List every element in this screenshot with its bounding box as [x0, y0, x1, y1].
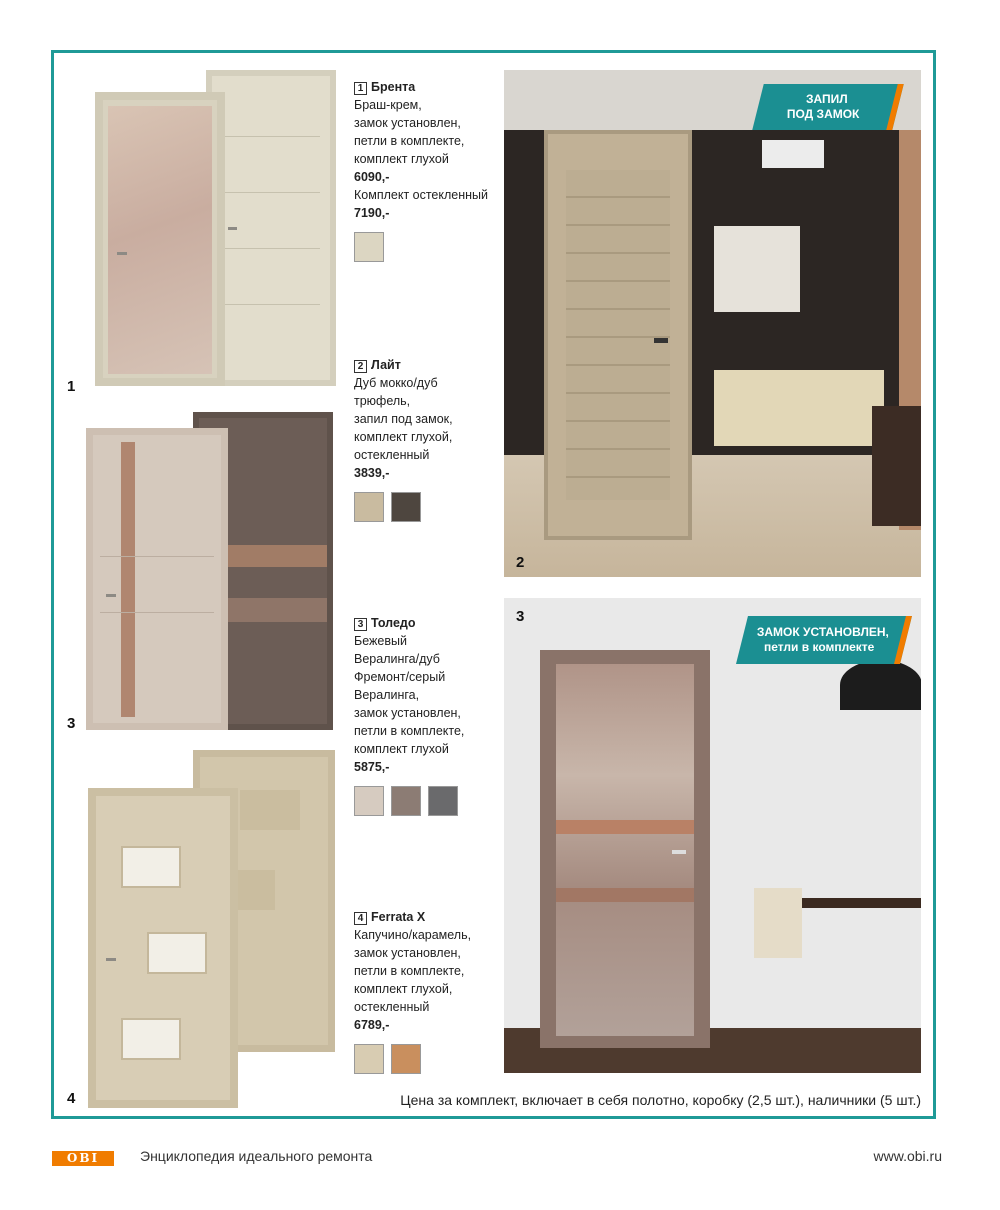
product-desc-line: Дуб мокко/дуб	[354, 376, 438, 390]
product-number-badge: 1	[354, 82, 367, 95]
product-name: Брента	[371, 80, 416, 94]
product-desc-line: замок установлен,	[354, 116, 461, 130]
product-name: Ferrata X	[371, 910, 426, 924]
color-swatch	[354, 786, 384, 816]
footer-tagline: Энциклопедия идеального ремонта	[140, 1148, 373, 1164]
product-price: 3839,-	[354, 466, 390, 480]
product-desc-line: Капучино/карамель,	[354, 928, 472, 942]
photo-label-4: 4	[67, 1090, 76, 1107]
product-desc-line: Вералинга/дуб	[354, 652, 440, 666]
photo-label-1: 1	[67, 378, 76, 395]
obi-logo: OBI	[52, 1151, 114, 1166]
color-swatches	[354, 232, 499, 262]
product-number-badge: 3	[354, 618, 367, 631]
product-price-glazed: 7190,-	[354, 206, 390, 220]
product-desc-line: запил под замок,	[354, 412, 453, 426]
product-price: 6789,-	[354, 1018, 390, 1032]
color-swatches	[354, 786, 499, 816]
product-desc-line: остекленный	[354, 1000, 430, 1014]
product-desc-line: комплект глухой,	[354, 430, 453, 444]
product-info-1	[354, 78, 499, 262]
color-swatch	[354, 1044, 384, 1074]
product-price: 6090,-	[354, 170, 390, 184]
feature-banner	[736, 616, 912, 664]
product-desc-line: Браш-крем,	[354, 98, 422, 112]
color-swatches	[354, 492, 499, 522]
banner-line: петли в комплекте	[763, 640, 875, 654]
color-swatch	[428, 786, 458, 816]
banner-line: ПОД ЗАМОК	[786, 107, 860, 121]
color-swatch	[354, 232, 384, 262]
product-desc-line: комплект глухой,	[354, 982, 453, 996]
product-desc-line: петли в комплекте,	[354, 964, 465, 978]
product-desc-line: Вералинга,	[354, 688, 420, 702]
color-swatch	[391, 1044, 421, 1074]
product-desc-line: Фремонт/серый	[354, 670, 446, 684]
product-desc-line: Комплект остекленный	[354, 188, 489, 202]
product-desc-line: петли в комплекте,	[354, 134, 465, 148]
product-desc-line: замок установлен,	[354, 946, 461, 960]
product-desc-line: замок установлен,	[354, 706, 461, 720]
color-swatch	[354, 492, 384, 522]
banner-line: ЗАПИЛ	[806, 92, 848, 106]
footer-url[interactable]: www.obi.ru	[873, 1148, 942, 1164]
color-swatch	[391, 786, 421, 816]
product-desc-line: комплект глухой	[354, 742, 449, 756]
product-info-4	[354, 908, 499, 1074]
product-name: Лайт	[371, 358, 401, 372]
product-desc-line: трюфель,	[354, 394, 411, 408]
product-desc-line: комплект глухой	[354, 152, 449, 166]
product-number-badge: 4	[354, 912, 367, 925]
interior-photo-3	[504, 598, 921, 1073]
product-name: Толедо	[371, 616, 416, 630]
product-number-badge: 2	[354, 360, 367, 373]
feature-banner	[752, 84, 903, 130]
product-info-3	[354, 614, 499, 816]
product-info-2	[354, 356, 499, 522]
color-swatch	[391, 492, 421, 522]
product-desc-line: петли в комплекте,	[354, 724, 465, 738]
photo-label-3: 3	[67, 715, 76, 732]
photo-label-room-3: 3	[516, 608, 525, 625]
product-desc-line: Бежевый	[354, 634, 407, 648]
banner-line: ЗАМОК УСТАНОВЛЕН,	[756, 625, 889, 639]
color-swatches	[354, 1044, 499, 1074]
product-price: 5875,-	[354, 760, 390, 774]
interior-photo-2	[504, 70, 921, 577]
price-note: Цена за комплект, включает в себя полотно, коробку (2,5 шт.), наличники (5 шт.)	[400, 1092, 921, 1108]
photo-label-room-2: 2	[516, 554, 525, 571]
product-desc-line: остекленный	[354, 448, 430, 462]
